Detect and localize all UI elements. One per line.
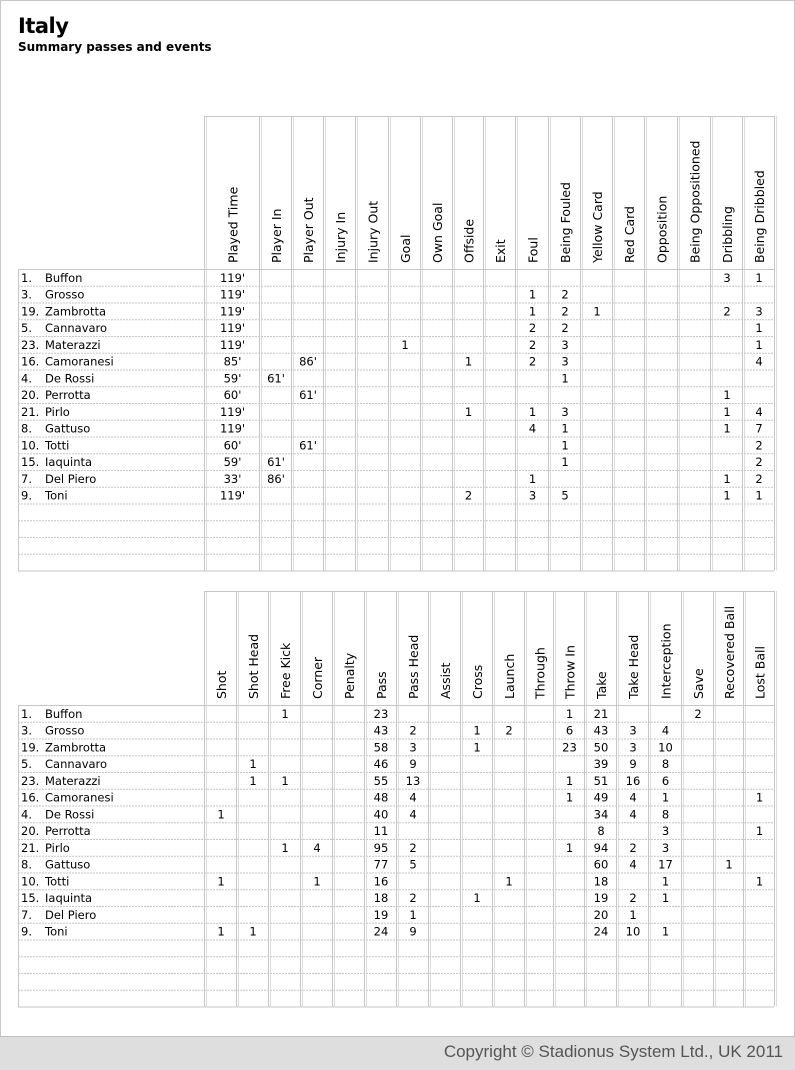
events-cell: 4 — [755, 354, 763, 369]
events-cell: 2 — [464, 488, 473, 503]
events-col-header: Being Oppositioned — [687, 140, 703, 263]
events-cell: 86' — [299, 354, 317, 369]
passes-cell: 23 — [373, 706, 389, 721]
events-player-number: 7. — [21, 471, 32, 486]
passes-player-name: Buffon — [45, 706, 83, 721]
passes-player-name: Totti — [45, 874, 70, 889]
events-cell: 2 — [755, 438, 763, 453]
passes-cell: 6 — [661, 773, 670, 788]
events-cell: 1 — [561, 371, 569, 386]
page-subtitle: Summary passes and events — [18, 40, 212, 54]
passes-cell: 58 — [373, 740, 389, 755]
events-cell: 3 — [723, 270, 731, 285]
passes-cell: 2 — [694, 706, 702, 721]
events-cell: 2 — [755, 455, 763, 469]
passes-cell: 1 — [505, 874, 513, 889]
events-player-name: Pirlo — [45, 404, 70, 419]
events-cell: 2 — [528, 337, 537, 352]
passes-cell: 2 — [629, 891, 637, 905]
events-col-header: Own Goal — [430, 202, 445, 263]
events-col-header: Goal — [398, 234, 413, 263]
events-player-number: 8. — [21, 421, 32, 436]
passes-cell: 1 — [409, 907, 417, 922]
passes-cell: 55 — [373, 773, 389, 788]
events-player-name: Grosso — [45, 287, 85, 302]
events-cell: 1 — [723, 388, 731, 402]
passes-cell: 1 — [725, 857, 733, 872]
events-player-name: Zambrotta — [45, 304, 107, 319]
passes-cell: 4 — [661, 723, 670, 738]
passes-player-number: 15. — [21, 891, 40, 905]
passes-cell: 9 — [629, 757, 637, 771]
passes-col-header: Shot Head — [246, 633, 261, 699]
events-player-name: Cannavaro — [45, 321, 108, 335]
passes-cell: 4 — [409, 807, 417, 822]
passes-cell: 19 — [373, 907, 389, 922]
events-cell: 1 — [593, 304, 601, 319]
events-col-header: Foul — [525, 237, 541, 263]
passes-cell: 49 — [593, 790, 609, 805]
passes-cell: 1 — [565, 840, 574, 855]
events-cell: 1 — [755, 488, 763, 503]
passes-cell: 16 — [373, 874, 389, 889]
passes-cell: 18 — [373, 891, 389, 905]
passes-player-number: 19. — [21, 740, 40, 755]
events-player-name: Toni — [45, 488, 68, 503]
events-cell: 119' — [219, 304, 246, 319]
events-cell: 2 — [755, 471, 763, 486]
events-cell: 1 — [755, 270, 763, 285]
passes-cell: 4 — [313, 840, 321, 855]
page-title: Italy — [18, 14, 69, 38]
passes-cell: 9 — [409, 924, 417, 939]
passes-col-header: Throw In — [562, 645, 578, 699]
events-cell: 1 — [561, 438, 569, 453]
passes-cell: 40 — [373, 807, 389, 822]
events-cell: 119' — [219, 287, 246, 302]
events-player-name: Perrotta — [45, 388, 91, 402]
events-cell: 60' — [223, 388, 242, 402]
passes-cell: 2 — [409, 840, 417, 855]
events-cell: 61' — [267, 455, 285, 469]
passes-cell: 1 — [661, 874, 670, 889]
events-cell: 85' — [223, 354, 242, 369]
passes-cell: 43 — [593, 723, 609, 738]
passes-cell: 1 — [473, 891, 481, 905]
events-col-header: Dribbling — [720, 206, 735, 263]
passes-player-number: 20. — [21, 824, 40, 838]
passes-cell: 1 — [281, 840, 289, 855]
passes-table — [0, 591, 795, 1009]
events-col-header: Played Time — [225, 186, 241, 263]
events-cell: 1 — [528, 471, 537, 486]
events-cell: 1 — [723, 471, 731, 486]
events-cell: 1 — [723, 488, 731, 503]
passes-player-number: 16. — [21, 790, 40, 805]
passes-cell: 1 — [249, 773, 257, 788]
passes-cell: 1 — [755, 824, 764, 838]
passes-cell: 39 — [593, 757, 609, 771]
copyright-text: Copyright © Stadionus System Ltd., UK 2011 — [443, 1042, 783, 1061]
passes-col-header: Launch — [502, 653, 517, 699]
events-cell: 1 — [723, 404, 731, 419]
passes-player-number: 9. — [21, 924, 32, 939]
events-player-name: Del Piero — [45, 471, 97, 486]
passes-cell: 24 — [373, 924, 389, 939]
passes-cell: 6 — [565, 723, 574, 738]
events-player-number: 1. — [21, 270, 32, 285]
passes-col-header: Cross — [470, 664, 485, 699]
events-player-number: 10. — [21, 438, 40, 453]
passes-cell: 10 — [658, 740, 673, 755]
passes-player-name: De Rossi — [45, 807, 95, 822]
passes-col-header: Take Head — [626, 634, 641, 699]
events-col-header: Injury Out — [365, 200, 381, 263]
passes-player-name: Zambrotta — [45, 740, 107, 755]
passes-cell: 8 — [661, 757, 670, 771]
events-table — [0, 116, 795, 574]
passes-col-header: Pass — [374, 671, 389, 699]
passes-cell: 18 — [593, 874, 609, 889]
events-player-name: Materazzi — [45, 337, 101, 352]
events-cell: 61' — [299, 438, 317, 453]
events-cell: 61' — [267, 371, 285, 386]
passes-player-number: 3. — [21, 723, 32, 738]
passes-player-name: Perrotta — [45, 824, 91, 838]
events-player-number: 19. — [21, 304, 40, 319]
passes-player-name: Iaquinta — [45, 891, 93, 905]
footer — [0, 1036, 795, 1070]
passes-col-header: Recovered Ball — [722, 605, 737, 699]
passes-col-header: Shot — [214, 670, 229, 699]
passes-col-header: Free Kick — [278, 642, 293, 699]
events-cell: 2 — [528, 354, 537, 369]
passes-cell: 11 — [373, 824, 389, 838]
passes-cell: 5 — [409, 857, 417, 872]
passes-col-header: Save — [691, 668, 706, 699]
passes-player-number: 1. — [21, 706, 32, 721]
passes-cell: 2 — [409, 723, 417, 738]
events-cell: 4 — [755, 404, 763, 419]
events-cell: 5 — [561, 488, 569, 503]
events-cell: 2 — [528, 321, 537, 335]
events-player-number: 5. — [21, 321, 32, 335]
passes-cell: 17 — [658, 857, 673, 872]
events-col-header: Exit — [493, 239, 508, 263]
passes-player-name: Del Piero — [45, 907, 97, 922]
passes-col-header: Penalty — [342, 652, 357, 699]
events-player-number: 15. — [21, 455, 40, 469]
passes-player-number: 4. — [21, 807, 32, 822]
passes-cell: 1 — [565, 706, 574, 721]
passes-cell: 4 — [629, 790, 637, 805]
passes-col-header: Corner — [310, 656, 325, 699]
events-col-header: Injury In — [333, 211, 348, 263]
events-player-number: 20. — [21, 388, 40, 402]
passes-cell: 1 — [217, 874, 225, 889]
passes-cell: 21 — [593, 706, 609, 721]
passes-cell: 94 — [593, 840, 609, 855]
events-player-number: 23. — [21, 337, 40, 352]
passes-cell: 1 — [473, 723, 481, 738]
passes-player-number: 10. — [21, 874, 40, 889]
passes-cell: 77 — [373, 857, 389, 872]
events-cell: 3 — [528, 488, 537, 503]
passes-cell: 1 — [565, 773, 574, 788]
passes-player-name: Pirlo — [45, 840, 70, 855]
events-cell: 1 — [528, 404, 537, 419]
passes-player-number: 21. — [21, 840, 40, 855]
passes-cell: 3 — [409, 740, 417, 755]
events-player-name: Totti — [45, 438, 70, 453]
passes-player-number: 23. — [21, 773, 40, 788]
events-cell: 61' — [299, 388, 317, 402]
events-cell: 1 — [755, 321, 763, 335]
events-cell: 3 — [561, 354, 569, 369]
passes-player-number: 7. — [21, 907, 32, 922]
passes-player-name: Grosso — [45, 723, 85, 738]
passes-cell: 1 — [473, 740, 481, 755]
passes-cell: 60 — [593, 857, 609, 872]
events-col-header: Being Dribbled — [752, 170, 767, 263]
passes-cell: 4 — [629, 807, 637, 822]
events-cell: 3 — [561, 337, 569, 352]
events-cell: 119' — [219, 488, 246, 503]
passes-cell: 9 — [409, 757, 417, 771]
events-player-number: 3. — [21, 287, 32, 302]
events-cell: 1 — [464, 354, 473, 369]
events-cell: 1 — [723, 421, 731, 436]
events-cell: 1 — [464, 404, 473, 419]
passes-cell: 4 — [409, 790, 417, 805]
events-cell: 86' — [267, 471, 285, 486]
passes-cell: 1 — [661, 891, 670, 905]
events-player-name: Iaquinta — [45, 455, 93, 469]
events-player-number: 16. — [21, 354, 40, 369]
events-cell: 3 — [561, 404, 569, 419]
passes-cell: 13 — [405, 773, 421, 788]
events-player-number: 4. — [21, 371, 32, 386]
passes-cell: 1 — [217, 807, 225, 822]
passes-cell: 1 — [313, 874, 321, 889]
events-cell: 119' — [219, 321, 246, 335]
passes-cell: 2 — [629, 840, 637, 855]
passes-col-header: Assist — [438, 662, 453, 699]
passes-col-header: Interception — [658, 623, 674, 699]
passes-cell: 2 — [409, 891, 417, 905]
passes-col-header: Through — [532, 647, 548, 699]
passes-cell: 46 — [373, 757, 389, 771]
passes-cell: 50 — [593, 740, 609, 755]
events-cell: 2 — [561, 287, 569, 302]
events-cell: 59' — [223, 371, 242, 386]
passes-player-name: Toni — [45, 924, 68, 939]
passes-cell: 3 — [661, 840, 670, 855]
events-cell: 2 — [723, 304, 731, 319]
events-cell: 119' — [219, 404, 246, 419]
events-col-header: Player Out — [301, 197, 316, 263]
events-player-name: Gattuso — [45, 421, 91, 436]
passes-player-number: 8. — [21, 857, 32, 872]
passes-player-name: Camoranesi — [45, 790, 114, 805]
events-cell: 1 — [528, 304, 537, 319]
passes-col-header: Lost Ball — [752, 646, 768, 699]
events-player-name: Camoranesi — [45, 354, 114, 369]
events-cell: 7 — [755, 421, 763, 436]
events-cell: 119' — [219, 421, 246, 436]
events-col-header: Red Card — [622, 206, 637, 263]
passes-cell: 20 — [593, 907, 609, 922]
passes-cell: 51 — [593, 773, 609, 788]
events-cell: 1 — [561, 421, 569, 436]
passes-cell: 34 — [593, 807, 609, 822]
passes-cell: 3 — [629, 723, 637, 738]
events-player-name: Buffon — [45, 270, 83, 285]
passes-cell: 2 — [505, 723, 513, 738]
events-cell: 60' — [223, 438, 242, 453]
events-cell: 59' — [223, 455, 242, 469]
events-cell: 33' — [223, 471, 242, 486]
passes-col-header: Pass Head — [406, 634, 421, 699]
passes-cell: 3 — [661, 824, 670, 838]
passes-cell: 1 — [217, 924, 225, 939]
passes-cell: 8 — [597, 824, 605, 838]
passes-cell: 43 — [373, 723, 389, 738]
passes-cell: 19 — [593, 891, 609, 905]
passes-cell: 1 — [629, 907, 637, 922]
passes-cell: 1 — [755, 790, 764, 805]
passes-player-number: 5. — [21, 757, 32, 771]
events-cell: 1 — [401, 337, 409, 352]
passes-cell: 4 — [629, 857, 637, 872]
events-cell: 4 — [528, 421, 537, 436]
passes-cell: 95 — [373, 840, 389, 855]
passes-player-name: Materazzi — [45, 773, 101, 788]
events-col-header: Being Fouled — [558, 182, 573, 263]
passes-cell: 10 — [625, 924, 641, 939]
passes-cell: 1 — [661, 924, 670, 939]
events-cell: 3 — [755, 304, 763, 319]
passes-col-header: Take — [594, 671, 609, 699]
events-player-number: 9. — [21, 488, 32, 503]
passes-cell: 1 — [249, 924, 257, 939]
passes-player-name: Cannavaro — [45, 757, 108, 771]
passes-cell: 16 — [625, 773, 641, 788]
passes-cell: 1 — [281, 773, 289, 788]
passes-cell: 3 — [629, 740, 637, 755]
events-cell: 1 — [755, 337, 763, 352]
events-col-header: Player In — [269, 208, 284, 263]
events-col-header: Opposition — [654, 195, 670, 263]
events-cell: 1 — [561, 455, 569, 469]
events-cell: 119' — [219, 337, 246, 352]
passes-cell: 24 — [593, 924, 609, 939]
passes-cell: 1 — [565, 790, 574, 805]
passes-cell: 48 — [373, 790, 389, 805]
events-cell: 119' — [219, 270, 246, 285]
events-player-name: De Rossi — [45, 371, 95, 386]
events-col-header: Offside — [461, 218, 477, 263]
passes-cell: 1 — [281, 706, 289, 721]
events-col-header: Yellow Card — [590, 191, 605, 263]
events-cell: 2 — [561, 304, 569, 319]
passes-player-name: Gattuso — [45, 857, 91, 872]
events-cell: 1 — [528, 287, 537, 302]
passes-cell: 8 — [661, 807, 670, 822]
events-cell: 2 — [561, 321, 569, 335]
events-player-number: 21. — [21, 404, 40, 419]
passes-cell: 1 — [661, 790, 670, 805]
passes-cell: 23 — [562, 740, 577, 755]
passes-cell: 1 — [249, 757, 257, 771]
passes-cell: 1 — [755, 874, 764, 889]
